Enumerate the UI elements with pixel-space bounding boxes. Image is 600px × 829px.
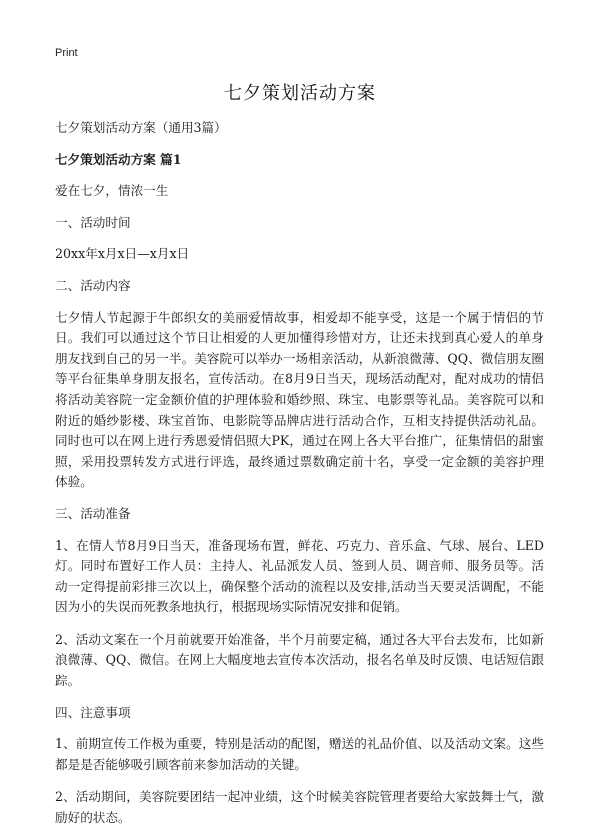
activity-content-paragraph: 七夕情人节起源于牛郎织女的美丽爱情故事，相爱却不能享受，这是一个属于情侣的节日。我们可以通过这个节日让相爱的人更加懂得珍惜对方，让还未找到真心爱人的单身朋友找到自己的另一半。美容院可以举办一场相亲活动，从新浪微薄、QQ、微信朋友圈等平台征集单身朋友报名，宣传活动。在8月9日当天，现场活动配对，配对成功的情侣将活动美容院一定金额价值的护理体验和婚纱照、珠宝、电影票等礼品。美容院可以和附近的婚纱影楼、珠宝首饰、电影院等品牌店进行活动合作，互相支持提供活动礼品。同时也可以在网上进行秀恩爱情侣照大PK，通过在网上各大平台推广，征集情侣的甜蜜照，采用投票转发方式进行评选，最终通过票数确定前十名，享受一定金额的美容护理体验。 <box>55 309 544 490</box>
heading-activity-preparation: 三、活动准备 <box>55 505 131 521</box>
note-item-1: 1、前期宣传工作极为重要，特别是活动的配图，赠送的礼品价值、以及活动文案。这些都是是否能够吸引顾客前来参加活动的关键。 <box>55 736 544 772</box>
document-subtitle: 七夕策划活动方案（通用3篇） <box>55 120 227 135</box>
heading-activity-content: 二、活动内容 <box>55 277 131 293</box>
activity-time-text: 20xx年x月x日—x月x日 <box>55 246 190 262</box>
document-body <box>55 118 544 829</box>
slogan: 爱在七夕，情浓一生 <box>55 183 169 199</box>
heading-notes: 四、注意事项 <box>55 704 131 720</box>
note-item-2: 2、活动期间，美容院要团结一起冲业绩，这个时候美容院管理者要给大家鼓舞士气，激励好的状态。 <box>55 789 544 826</box>
preparation-item-1: 1、在情人节8月9日当天，准备现场布置，鲜花、巧克力、音乐盒、气球、展台、LED灯。同时布置好工作人员：主持人、礼品派发人员、签到人员、调音师、服务员等。活动一定得提前彩排三次以上，确保整个活动的流程以及安排,活动当天要灵活调配，不能因为小的失误而死教条地执行，根据现场实际情况安排和促销。 <box>55 537 544 615</box>
section-heading: 七夕策划活动方案 篇1 <box>55 151 182 167</box>
preparation-item-2: 2、活动文案在一个月前就要开始准备，半个月前要定稿，通过各大平台去发布，比如新浪微薄、QQ、微信。在网上大幅度地去宣传本次活动，报名名单及时反馈、电话短信跟踪。 <box>55 631 544 689</box>
heading-activity-time: 一、活动时间 <box>55 214 131 230</box>
print-link[interactable]: Print <box>55 47 78 59</box>
document-title: 七夕策划活动方案 <box>224 83 376 104</box>
